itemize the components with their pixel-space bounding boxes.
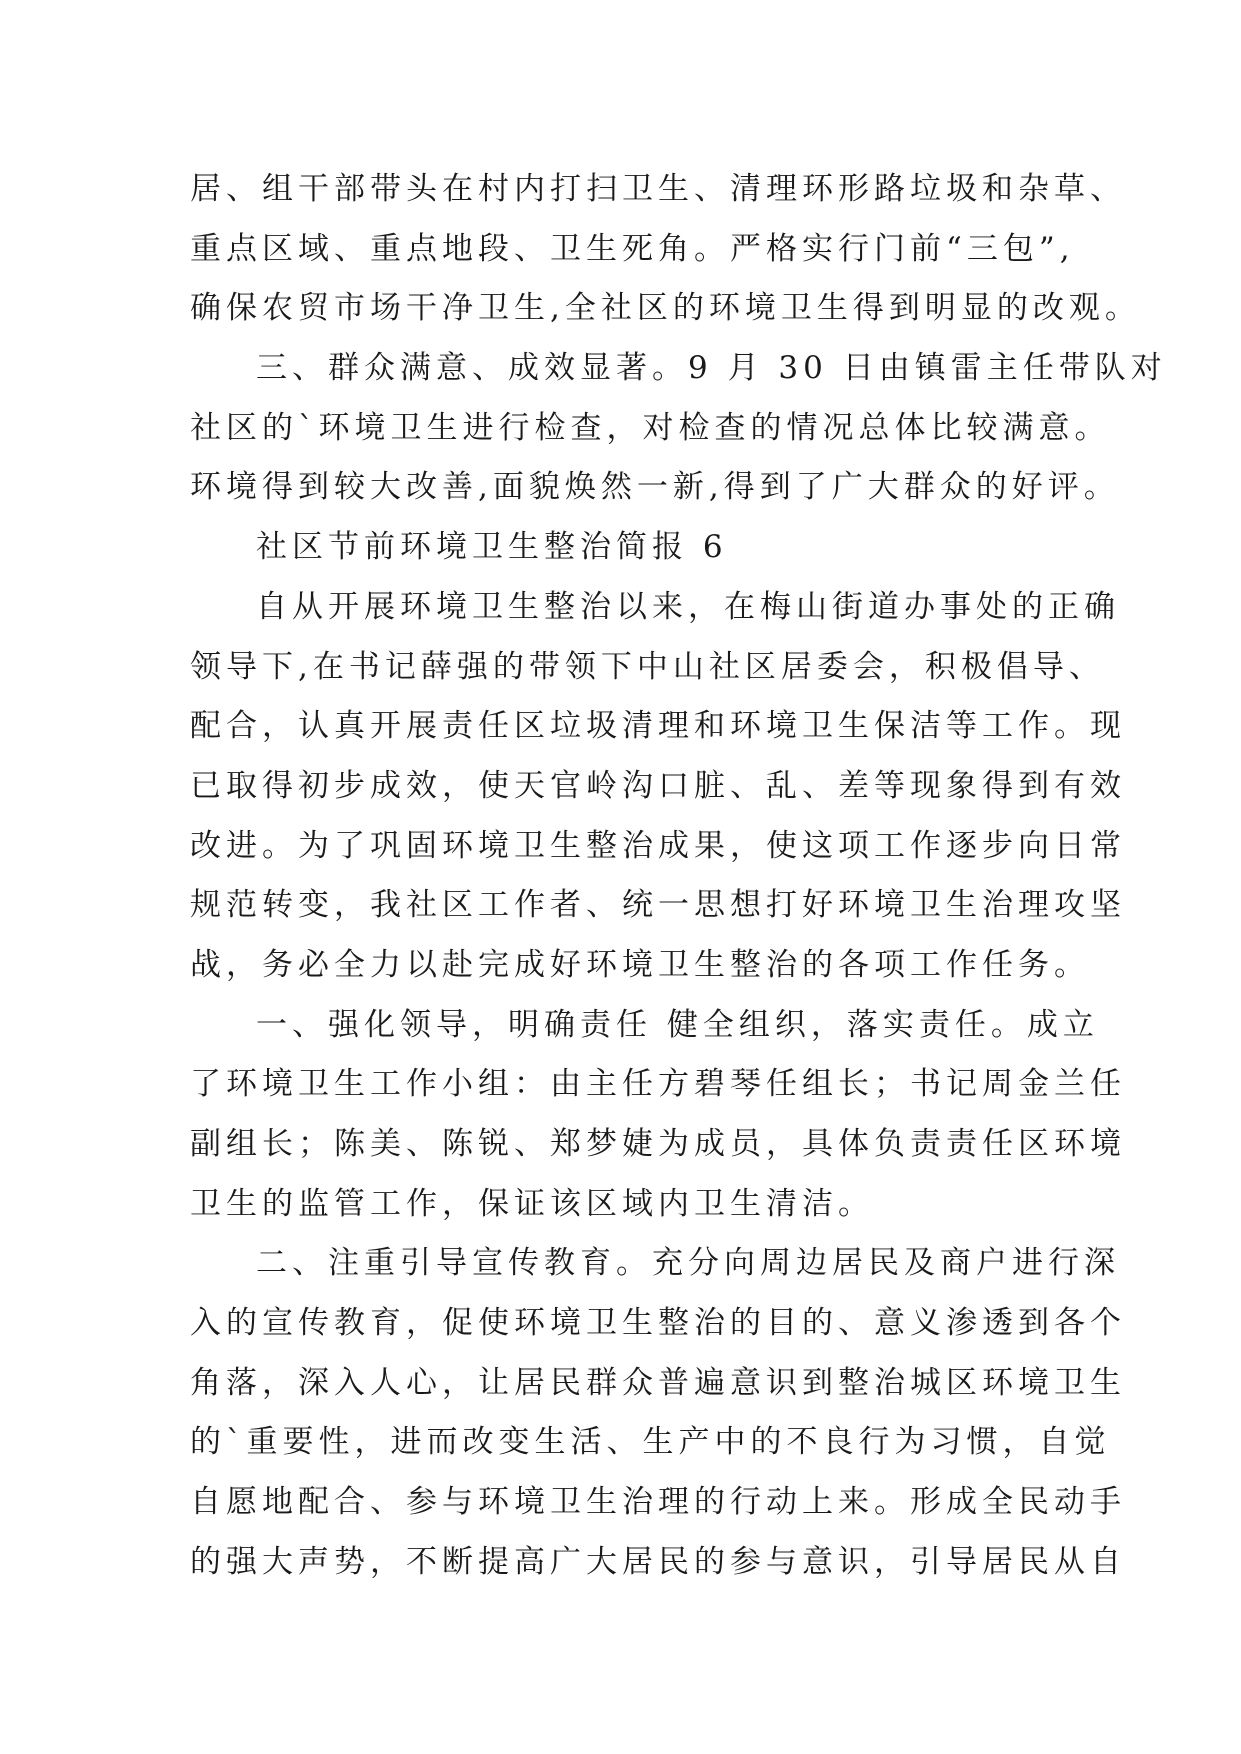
- paragraph-start-line: 三、群众满意、成效显著。9 月 30 日由镇雷主任带队对: [256, 350, 1167, 387]
- paragraph-start-line: 二、注重引导宣传教育。充分向周边居民及商户进行深: [256, 1245, 1120, 1282]
- text-line: 自愿地配合、参与环境卫生治理的行动上来。形成全民动手: [190, 1484, 1126, 1521]
- text-line: 入的宣传教育，促使环境卫生整治的目的、意义渗透到各个: [190, 1305, 1126, 1342]
- text-line: 卫生的监管工作，保证该区域内卫生清洁。: [190, 1185, 874, 1222]
- text-line: 规范转变，我社区工作者、统一思想打好环境卫生治理攻坚: [190, 887, 1126, 924]
- text-line: 配合，认真开展责任区垃圾清理和环境卫生保洁等工作。现: [190, 708, 1126, 745]
- text-line: 副组长；陈美、陈锐、郑梦婕为成员，具体负责责任区环境: [190, 1126, 1126, 1162]
- body-text: [190, 160, 1167, 1593]
- text-line: 领导下,在书记薛强的带领下中山社区居委会，积极倡导、: [190, 648, 1105, 685]
- text-line: 战，务必全力以赴完成好环境卫生整治的各项工作任务。: [190, 946, 1090, 983]
- text-line: 确保农贸市场干净卫生,全社区的环境卫生得到明显的改观。: [190, 290, 1141, 327]
- text-line: 的`重要性，进而改变生活、生产中的不良行为习惯，自觉: [190, 1424, 1111, 1461]
- paragraph-start-line: 一、强化领导，明确责任 健全组织，落实责任。成立: [256, 1006, 1099, 1043]
- text-line: 了环境卫生工作小组：由主任方碧琴任组长；书记周金兰任: [190, 1066, 1126, 1103]
- text-line: 社区的`环境卫生进行检查，对检查的情况总体比较满意。: [190, 409, 1111, 446]
- text-line: 角落，深入人心，让居民群众普遍意识到整治城区环境卫生: [190, 1364, 1126, 1401]
- text-line: 改进。为了巩固环境卫生整治成果，使这项工作逐步向日常: [190, 827, 1126, 864]
- text-line: 已取得初步成效，使天官岭沟口脏、乱、差等现象得到有效: [190, 767, 1126, 804]
- section-heading: 社区节前环境卫生整治简报 6: [256, 529, 728, 566]
- text-line: 的强大声势，不断提高广大居民的参与意识，引导居民从自: [190, 1543, 1126, 1580]
- text-line: 环境得到较大改善,面貌焕然一新,得到了广大群众的好评。: [190, 469, 1120, 506]
- text-line: 居、组干部带头在村内打扫卫生、清理环形路垃圾和杂草、: [190, 171, 1126, 207]
- text-line: 重点区域、重点地段、卫生死角。严格实行门前“三包”,: [190, 230, 1075, 267]
- paragraph-start-line: 自从开展环境卫生整治以来，在梅山街道办事处的正确: [256, 588, 1120, 625]
